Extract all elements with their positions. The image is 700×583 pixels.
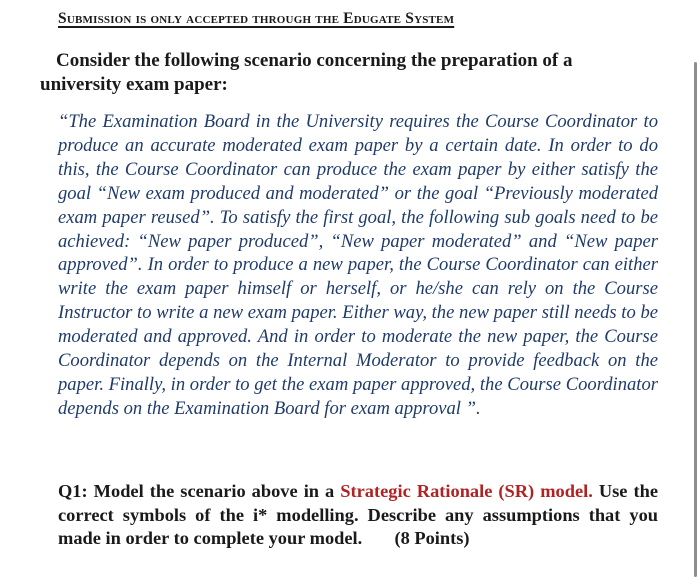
scenario-paragraph: “The Examination Board in the University requires the Course Coordinator to produce an accurate moderated exam paper by a certain date. In order to do this, the Course Coordinator can produce the exam paper by either satisfy the goal “New exam produced and moderated” or the goal “Previously moderated exam paper reused”. To satisfy the first goal, the following sub goals need to be achieved: “New paper produced”, “New paper moderated” and “New paper approved”. In order to produce a new paper, the Course Coordinator can either write the exam paper himself or herself, or he/she can rely on the Course Instructor to write a new exam paper. Either way, the new paper still needs to be moderated and approved. And in order to moderate the new paper, the Course Coordinator depends on the Internal Moderator to provide feedback on the paper. Finally, in order to get the exam paper approved, the Course Coordinator depends on the Examination Board for exam approval ”. [58, 111, 658, 419]
sr-model-highlight: Strategic Rationale (SR) model. [340, 481, 593, 501]
question-points: (8 Points) [394, 528, 470, 548]
submission-notice-heading: Submission is only accepted through the Edugate System [58, 10, 455, 27]
intro-paragraph [40, 49, 640, 97]
question-paragraph [58, 480, 658, 551]
intro-line-1: Consider the following scenario concerning the preparation of a [56, 50, 573, 71]
question-prefix: Q1: Model the scenario above in a [58, 481, 341, 501]
question-suffix: Use the correct symbols of the i* modelling. Describe any assumptions that you made in order to complete your model. [58, 481, 659, 548]
intro-line-2: university exam paper: [40, 74, 228, 95]
vertical-scrollbar[interactable] [694, 62, 697, 577]
